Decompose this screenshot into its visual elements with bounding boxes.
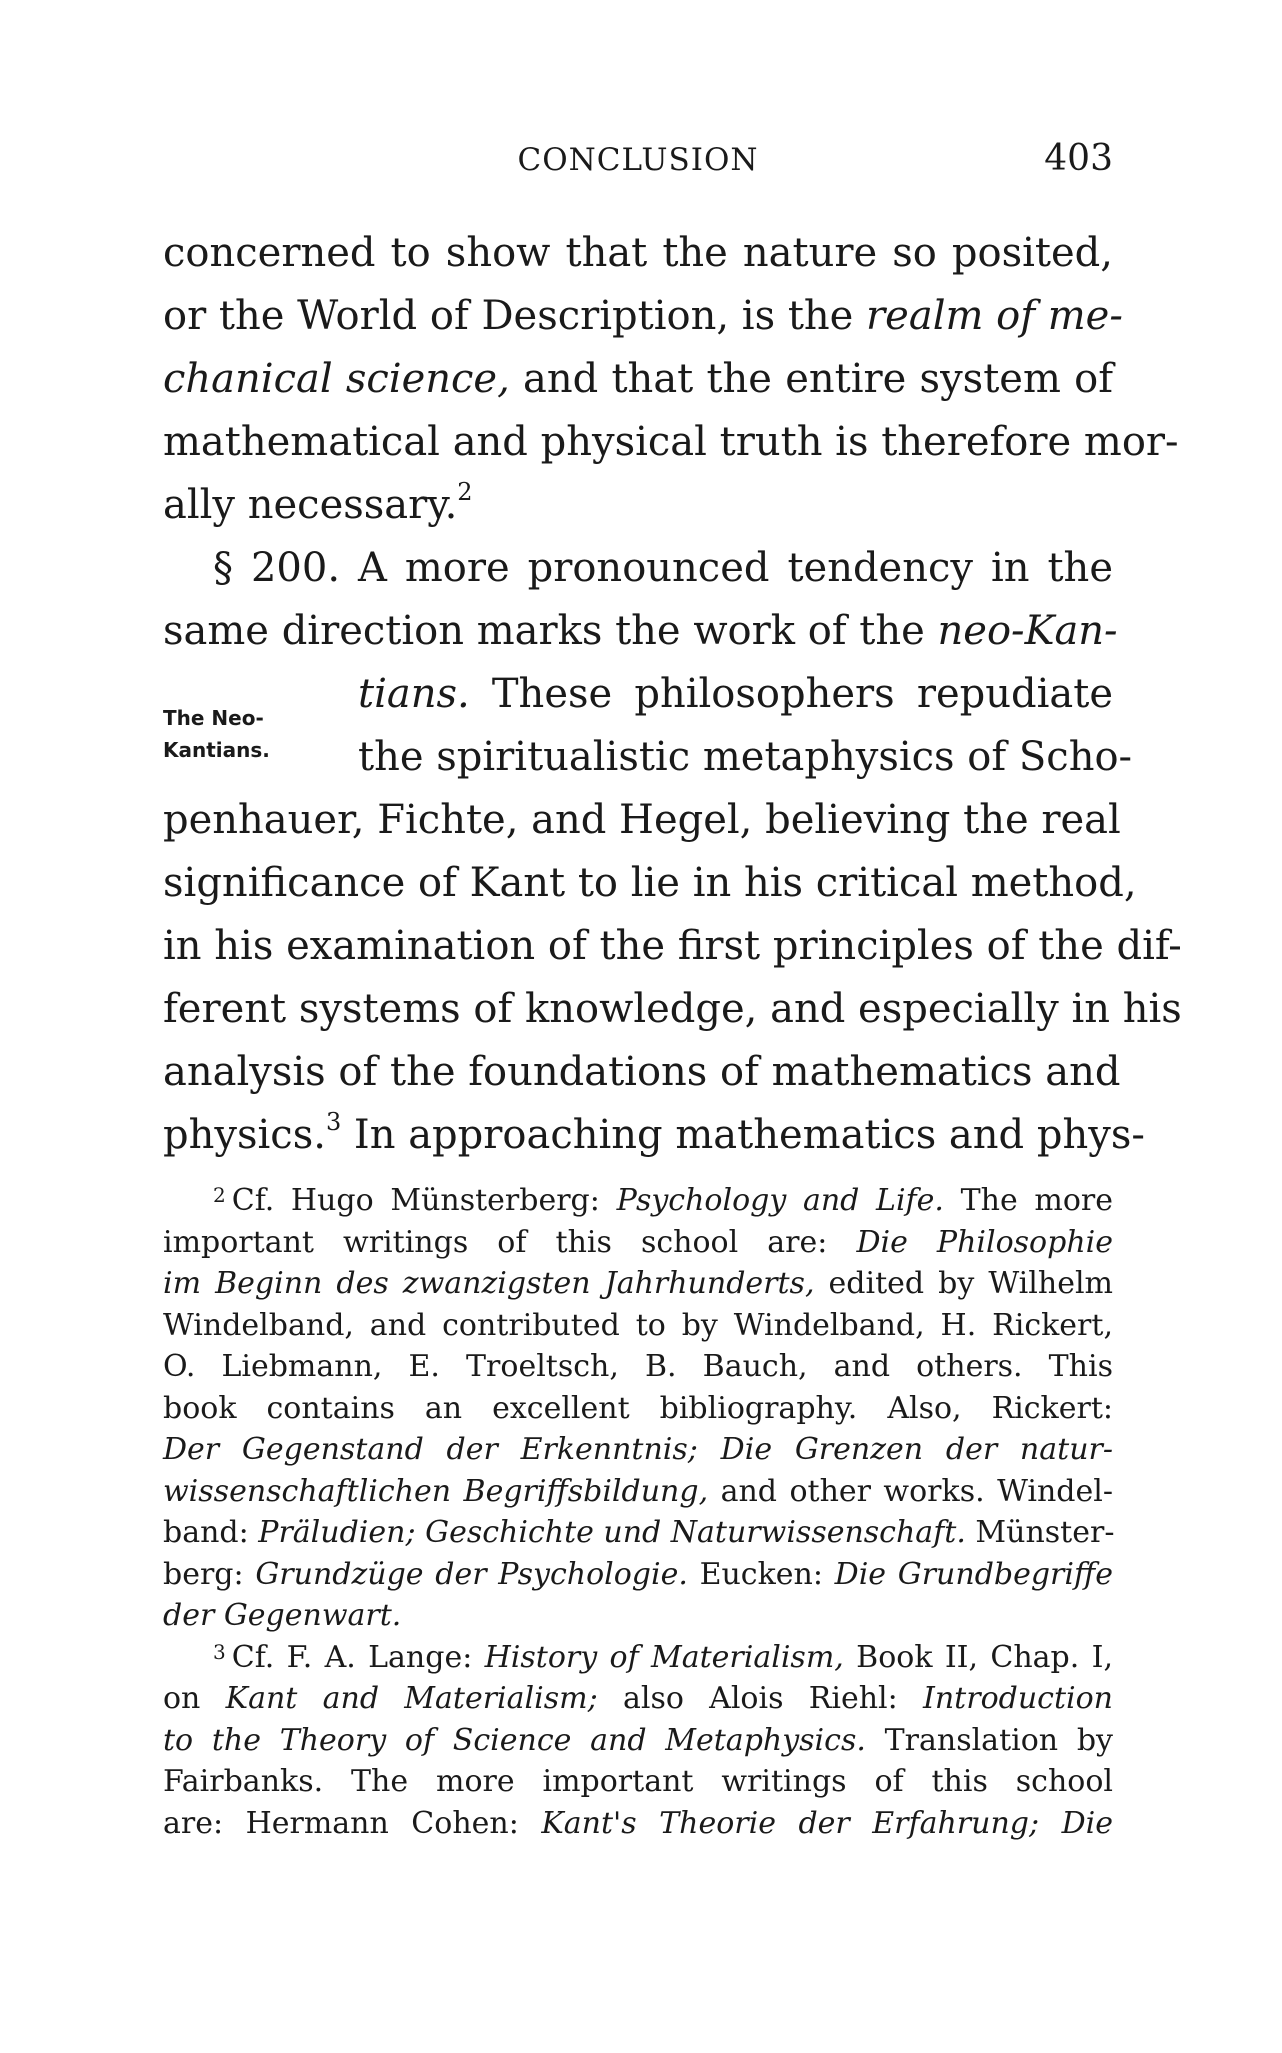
marginal-note-line: The Neo- [163,706,264,730]
text-line: same direction marks the work of the neo-Kan- [163,608,1118,654]
text-line: ferent systems of knowledge, and especially in his [163,986,1182,1032]
text-line: penhauer, Fichte, and Hegel, believing the real [163,797,1121,843]
footnote-line: on Kant and Materialism; also Alois Riehl: Introduction [163,1681,1113,1716]
footnote-line: Fairbanks. The more important writings of this school [163,1764,1113,1799]
text-line: physics.$^3$ In approaching mathematics and phys- [163,1107,1145,1158]
footnote-line: wissenschaftlichen Begriffsbildung, and other works. Windel- [163,1473,1113,1509]
text-line: concerned to show that the nature so posited, [163,230,1113,276]
footnote-marker: 3 [213,1639,226,1664]
page-number: 403 [1044,138,1113,179]
text-line: or the World of Description, is the realm of me- [163,293,1123,339]
text-line: in his examination of the first principles of the dif- [163,923,1182,969]
footnote-line: berg: Grundzüge der Psychologie. Eucken: Die Grundbegriffe [163,1556,1114,1592]
footnote-line: book contains an excellent bibliography. Also, Rickert: [163,1390,1113,1426]
footnote-line: der Gegenwart. [163,1598,402,1633]
footnote-line: band: Präludien; Geschichte und Naturwissenschaft. Münster- [163,1515,1115,1550]
text-line: the spiritualistic metaphysics of Scho- [358,734,1133,780]
footnotes [163,1180,1113,1844]
footnote-line: O. Liebmann, E. Troeltsch, B. Bauch, and others. This [163,1349,1113,1384]
footnote-marker: 2 [213,1183,226,1207]
footnote-ref: 3 [325,1107,342,1136]
marginal-note-line: Kantians. [163,738,270,762]
text-line: tians. These philosophers repudiate [358,671,1113,717]
footnote-line: im Beginn des zwanzigsten Jahrhunderts, edited by Wilhelm [163,1266,1113,1301]
footnote-line: to the Theory of Science and Metaphysics. Translation by [163,1722,1113,1758]
running-title: CONCLUSION [517,142,759,178]
text-line: chanical science, and that the entire system of [163,356,1113,402]
running-head [163,138,1113,188]
text-line: ally necessary.$^2$ [163,477,473,528]
footnote-line: important writings of this school are: Die Philosophie [163,1224,1113,1260]
footnote-ref: 2 [457,477,473,506]
footnote-line: $^2$ Cf. Hugo Münsterberg: Psychology and Life. The more [213,1183,1113,1218]
text-line: significance of Kant to lie in his critical method, [163,860,1137,906]
text-line: analysis of the foundations of mathematics and [163,1049,1121,1095]
footnote-line: are: Hermann Cohen: Kant's Theorie der Erfahrung; Die [163,1805,1114,1841]
footnote-line: Windelband, and contributed to by Windelband, H. Rickert, [163,1307,1113,1343]
text-line: mathematical and physical truth is therefore mor- [163,419,1179,465]
footnote-line: $^3$ Cf. F. A. Lange: History of Materialism, Book II, Chap. I, [213,1639,1113,1675]
body-text [163,222,1182,1167]
footnote-line: Der Gegenstand der Erkenntnis; Die Grenzen der natur- [163,1432,1113,1467]
section-line: § 200. A more pronounced tendency in the [213,545,1113,591]
